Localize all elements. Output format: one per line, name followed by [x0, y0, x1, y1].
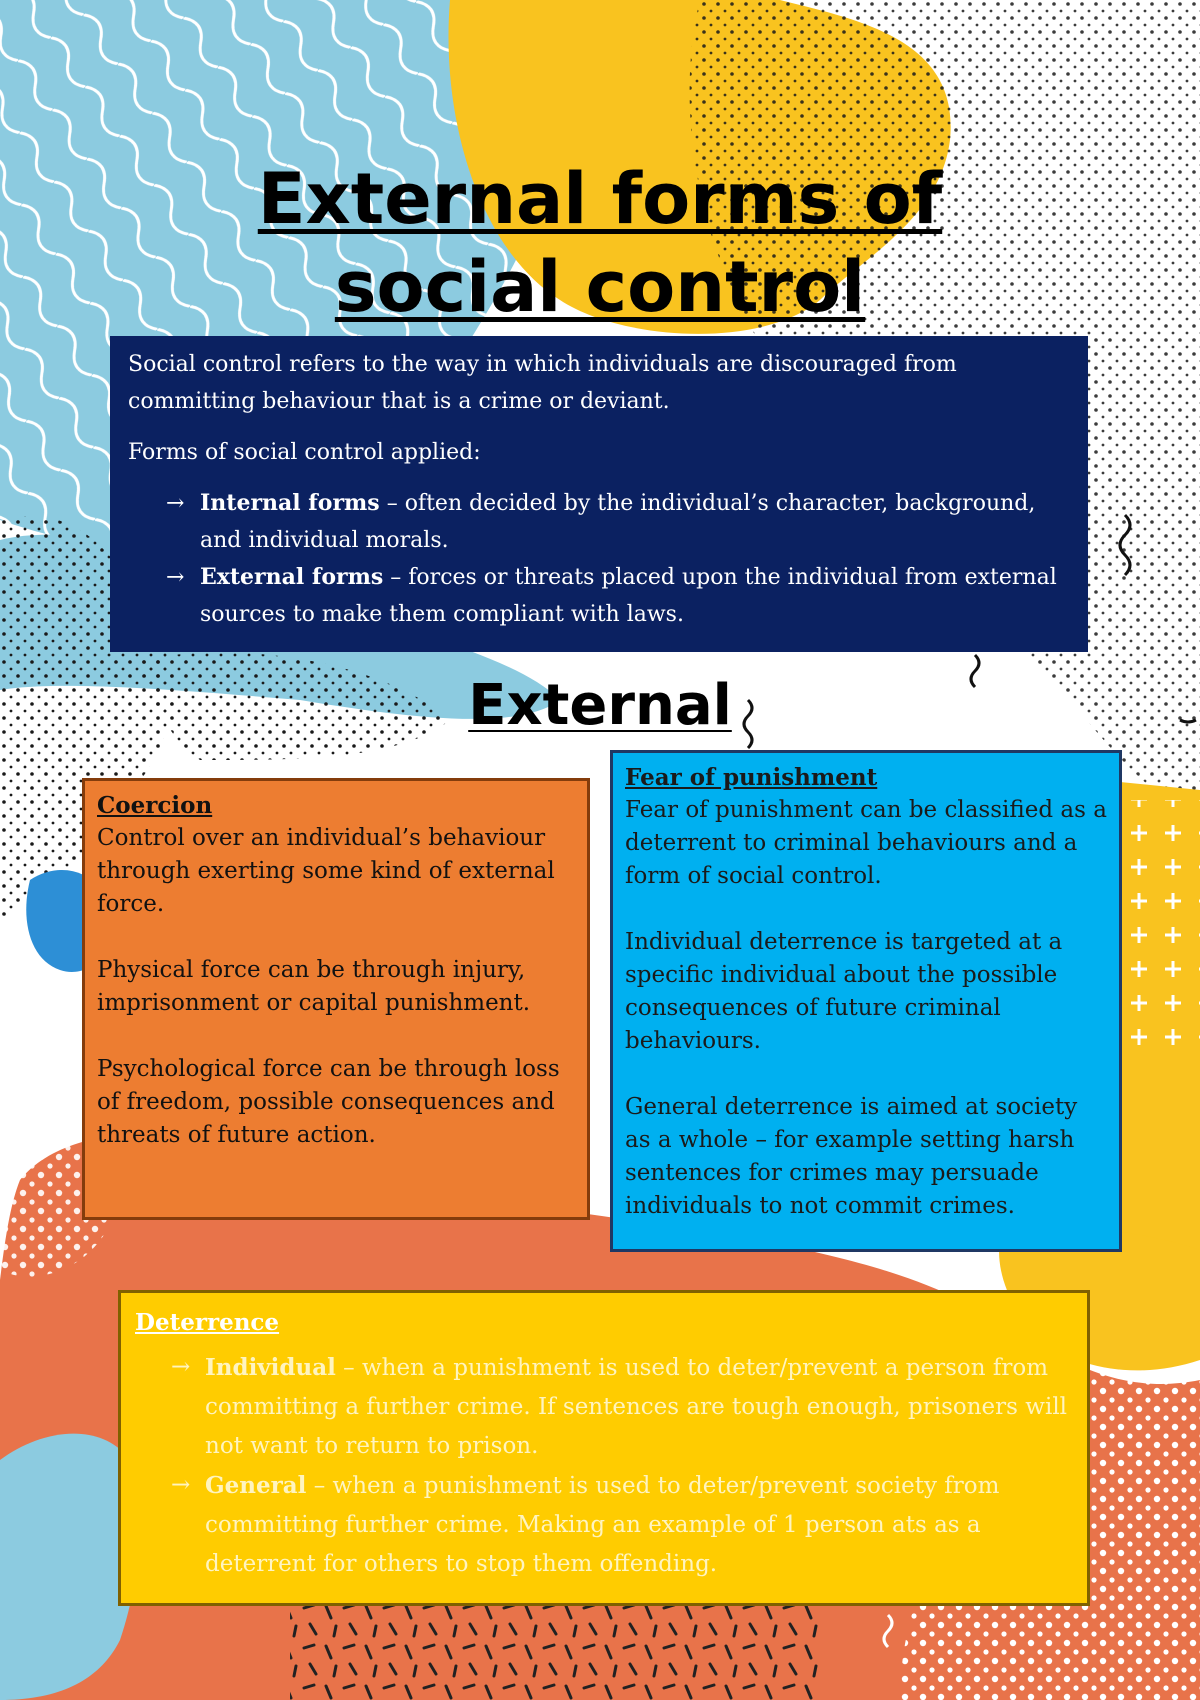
- coercion-box: [82, 778, 590, 1220]
- list-item-term: External forms: [200, 564, 384, 590]
- title-line-1: External forms of: [257, 158, 943, 240]
- arrow-icon: →: [171, 1472, 191, 1498]
- section-heading: External: [468, 673, 732, 738]
- list-item-text: – when a punishment is used to deter/prevent society from committing further crime. Making an example of 1 person ats as a deterrent for others to stop them offending.: [205, 1473, 1000, 1577]
- fear-general: General deterrence is aimed at society as a whole – for example setting harsh sentences for crimes may persuade individuals to not commit crimes.: [625, 1094, 1078, 1219]
- list-item-text: – forces or threats placed upon the individual from external sources to make them compliant with laws.: [200, 565, 1057, 627]
- list-item-term: Internal forms: [200, 490, 380, 516]
- list-item: [171, 1466, 1073, 1584]
- coercion-heading: Coercion: [97, 792, 213, 819]
- deterrence-box: [118, 1290, 1090, 1606]
- arrow-icon: →: [166, 565, 185, 590]
- list-item-term: General: [205, 1472, 307, 1499]
- deterrence-list: [135, 1348, 1073, 1584]
- fear-heading: Fear of punishment: [625, 764, 878, 791]
- list-item-term: Individual: [205, 1354, 336, 1381]
- intro-definition: Social control refers to the way in which individuals are discouraged from committing behaviour that is a crime or deviant.: [128, 352, 957, 414]
- fear-definition: Fear of punishment can be classified as a deterrent to criminal behaviours and a form of social control.: [625, 797, 1107, 889]
- coercion-physical: Physical force can be through injury, imprisonment or capital punishment.: [97, 957, 531, 1016]
- list-item: [166, 485, 1070, 559]
- intro-forms-list: [128, 485, 1070, 633]
- page-title: [160, 155, 1040, 331]
- list-item: [171, 1348, 1073, 1466]
- list-item-text: – when a punishment is used to deter/prevent a person from committing a further crime. If sentences are tough enough, prisoners will not want to return to prison.: [205, 1355, 1068, 1459]
- coercion-psychological: Psychological force can be through loss of freedom, possible consequences and threats of future action.: [97, 1056, 560, 1148]
- fear-individual: Individual deterrence is targeted at a specific individual about the possible consequences of future criminal behaviours.: [625, 929, 1063, 1054]
- list-item-text: – often decided by the individual’s character, background, and individual morals.: [200, 491, 1036, 553]
- list-item: [166, 559, 1070, 633]
- fear-of-punishment-box: [610, 750, 1122, 1252]
- deterrence-heading: Deterrence: [135, 1309, 280, 1336]
- arrow-icon: →: [166, 491, 185, 516]
- title-line-2: social control: [334, 246, 866, 328]
- arrow-icon: →: [171, 1354, 191, 1380]
- coercion-definition: Control over an individual’s behaviour through exerting some kind of external force.: [97, 825, 555, 917]
- intro-forms-label: Forms of social control applied:: [128, 440, 481, 465]
- intro-box: [110, 336, 1088, 652]
